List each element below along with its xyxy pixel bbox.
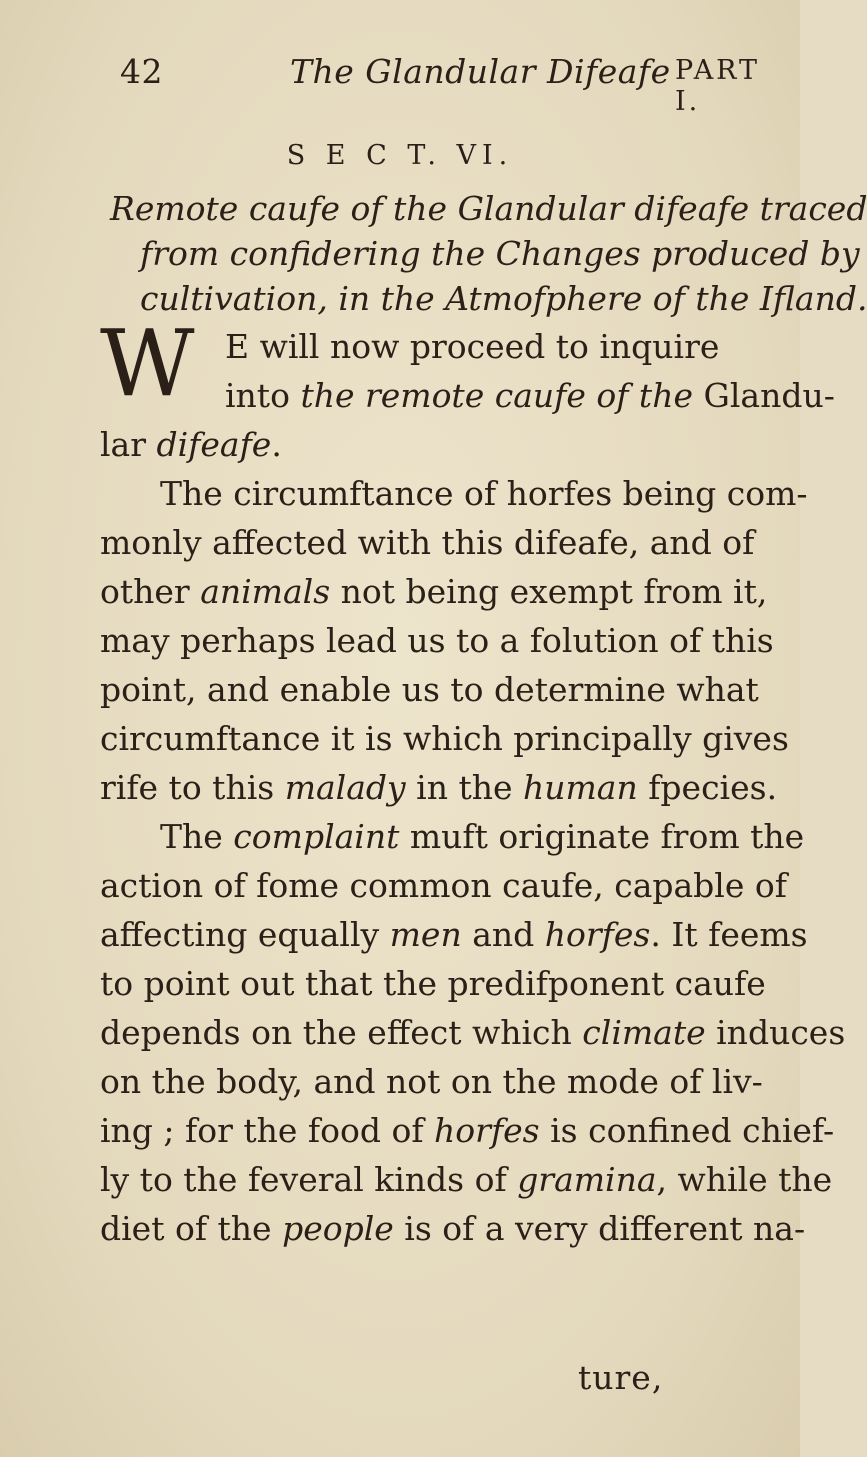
text-line xyxy=(100,469,808,518)
text-run: and xyxy=(461,915,545,954)
text-run: lar xyxy=(100,425,157,464)
text-run-italic: the remote caufe of the xyxy=(300,376,693,415)
text-run-italic: horfes xyxy=(434,1111,540,1150)
text-run: may perhaps lead us to a folution of this xyxy=(100,621,774,660)
text-run: E will now proceed to inquire xyxy=(225,327,720,366)
text-line xyxy=(100,518,795,567)
text-line xyxy=(100,616,795,665)
text-line xyxy=(100,420,795,469)
text-run: point, and enable us to determine what xyxy=(100,670,759,709)
text-run: is of a very different na- xyxy=(393,1209,806,1248)
text-run-italic: animals xyxy=(200,572,331,611)
text-line xyxy=(100,1057,795,1106)
text-line xyxy=(100,1106,835,1155)
text-line xyxy=(100,812,805,861)
text-run-italic: climate xyxy=(582,1013,706,1052)
section-label: S E C T. VI. xyxy=(286,140,514,171)
text-run: ing ; for the food of xyxy=(100,1111,435,1150)
text-line xyxy=(150,322,795,371)
text-run: monly affected with this difeafe, and of xyxy=(100,523,755,562)
text-line xyxy=(100,1008,846,1057)
text-line xyxy=(100,910,808,959)
text-run: action of fome common caufe, capable of xyxy=(100,866,787,905)
text-run-italic: gramina xyxy=(517,1160,657,1199)
heading-line: cultivation, in the Atmofphere of the Ifland. xyxy=(140,279,867,318)
text-run-italic: malady xyxy=(284,768,406,807)
text-run: diet of the xyxy=(100,1209,283,1248)
text-run: not being exempt from it, xyxy=(330,572,768,611)
text-run-italic: men xyxy=(389,915,462,954)
drop-cap: W xyxy=(100,310,195,417)
text-run: ly to the feveral kinds of xyxy=(100,1160,518,1199)
text-line xyxy=(100,763,795,812)
text-line xyxy=(100,959,795,1008)
text-line xyxy=(100,1204,806,1253)
text-run: The xyxy=(160,817,234,856)
text-run: on the body, and not on the mode of liv- xyxy=(100,1062,763,1101)
text-line xyxy=(100,861,795,910)
text-run: . xyxy=(271,425,282,464)
section-heading xyxy=(110,186,867,321)
catchword: ture, xyxy=(578,1358,664,1397)
text-line xyxy=(100,665,795,714)
text-run: to point out that the predifponent caufe xyxy=(100,964,766,1003)
text-run: rife to this xyxy=(100,768,285,807)
text-run: affecting equally xyxy=(100,915,390,954)
text-run: depends on the effect which xyxy=(100,1013,583,1052)
text-run: , while the xyxy=(656,1160,833,1199)
text-run: . It feems xyxy=(650,915,808,954)
part-label: PART I. xyxy=(675,55,761,117)
text-line xyxy=(100,1155,833,1204)
text-run-italic: people xyxy=(282,1209,394,1248)
text-run: other xyxy=(100,572,201,611)
text-line xyxy=(150,371,835,420)
text-run: fpecies. xyxy=(637,768,778,807)
text-run-italic: complaint xyxy=(233,817,400,856)
text-run: circumftance it is which principally gives xyxy=(100,719,789,758)
text-run: induces xyxy=(705,1013,846,1052)
text-run: is confined chief- xyxy=(539,1111,835,1150)
heading-line: from confidering the Changes produced by xyxy=(140,234,860,273)
text-run-italic: difeafe xyxy=(156,425,272,464)
text-run: into xyxy=(225,376,301,415)
running-head xyxy=(120,52,780,117)
text-run: The circumftance of horfes being com- xyxy=(160,474,808,513)
text-run: Glandu- xyxy=(692,376,835,415)
page-number: 42 xyxy=(120,52,163,91)
body-text xyxy=(100,322,846,1253)
text-run: in the xyxy=(405,768,523,807)
text-run-italic: horfes xyxy=(544,915,651,954)
text-run-italic: human xyxy=(522,768,638,807)
heading-line: Remote caufe of the Glandular difeafe traced xyxy=(110,189,867,228)
text-line xyxy=(100,714,795,763)
text-line xyxy=(100,567,795,616)
running-title: The Glandular Difeafe xyxy=(290,52,671,91)
text-run: muft originate from the xyxy=(399,817,805,856)
